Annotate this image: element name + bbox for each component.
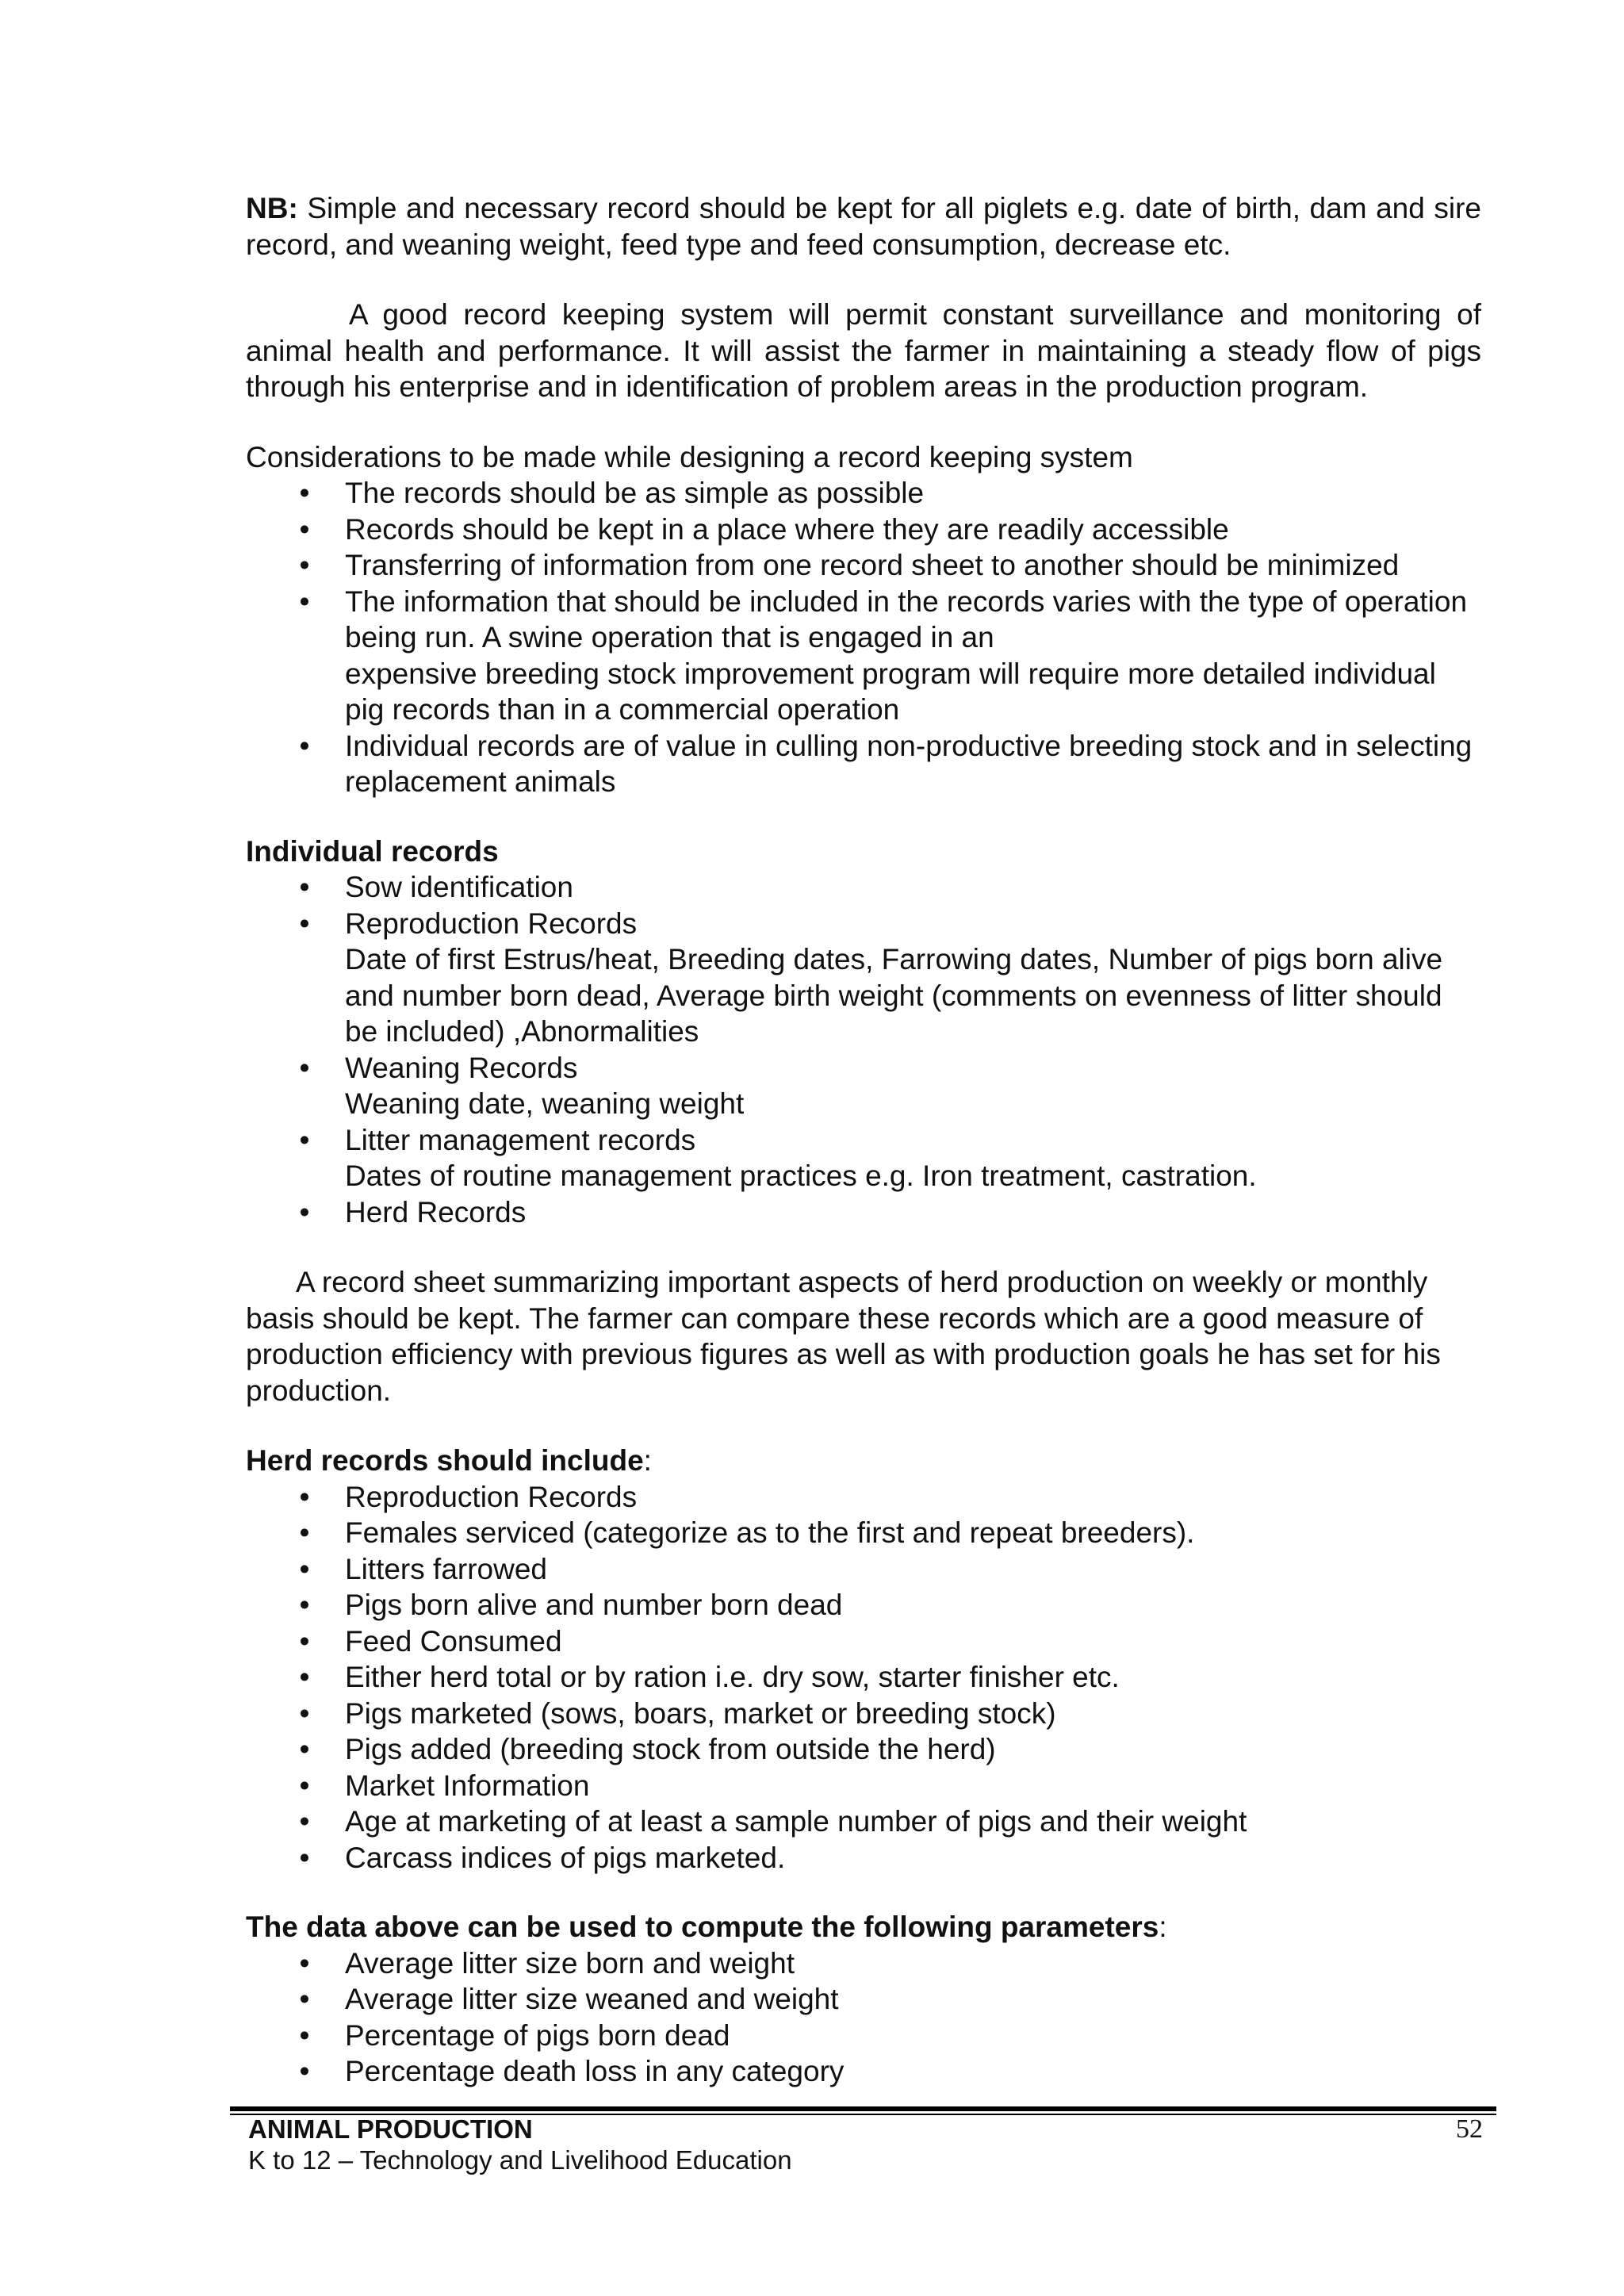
list-item: • Individual records are of value in culling non-productive breeding stock and in selecting replacement animals bbox=[246, 728, 1481, 800]
bullet-icon: • bbox=[299, 871, 310, 903]
considerations-list bbox=[246, 475, 1481, 800]
bullet-icon: • bbox=[299, 549, 310, 581]
nb-label: NB: bbox=[246, 192, 298, 224]
bullet-icon: • bbox=[299, 585, 310, 618]
bullet-icon: • bbox=[299, 1480, 310, 1513]
list-item: • Percentage death loss in any category bbox=[246, 2053, 1481, 2090]
considerations-heading: Considerations to be made while designing a record keeping system bbox=[246, 440, 1133, 473]
list-item: • Records should be kept in a place where they are readily accessible bbox=[246, 512, 1481, 548]
list-item-detail: expensive breeding stock improvement program will require more detailed individual pig records than in a commercial operation bbox=[345, 657, 1436, 726]
list-item-detail: Dates of routine management practices e.g. Iron treatment, castration. bbox=[345, 1159, 1257, 1192]
list-item: • Litters farrowed bbox=[246, 1551, 1481, 1588]
bullet-icon: • bbox=[299, 1516, 310, 1549]
bullet-icon: • bbox=[299, 2018, 310, 2052]
parameters-heading: The data above can be used to compute the following parameters bbox=[246, 1911, 1159, 1943]
list-item: • Transferring of information from one record sheet to another should be minimized bbox=[246, 547, 1481, 584]
list-item: • Pigs added (breeding stock from outside the herd) bbox=[246, 1731, 1481, 1768]
nb-paragraph bbox=[246, 190, 1481, 263]
list-item: • The information that should be included in the records varies with the type of operation being run. A swine operation that is engaged in an expensive breeding stock improvement program will require more detailed individual pig records than in a commercial operation bbox=[246, 584, 1481, 728]
bullet-icon: • bbox=[299, 1841, 310, 1874]
bullet-icon: • bbox=[299, 1589, 310, 1621]
nb-text: Simple and necessary record should be kept for all piglets e.g. date of birth, dam and sire record, and weaning weight, feed type and feed consumption, decrease etc. bbox=[246, 192, 1481, 261]
herd-records-list bbox=[246, 1479, 1481, 1876]
bullet-icon: • bbox=[299, 1696, 310, 1730]
page-content bbox=[246, 190, 1481, 2090]
list-item: • Litter management records Dates of routine management practices e.g. Iron treatment, castration. bbox=[246, 1122, 1481, 1194]
bullet-icon: • bbox=[299, 1946, 310, 1980]
bullet-icon: • bbox=[299, 1624, 310, 1658]
herd-records-heading: Herd records should include bbox=[246, 1444, 644, 1477]
bullet-icon: • bbox=[299, 1733, 310, 1765]
list-item: • Herd Records bbox=[246, 1194, 1481, 1231]
list-item: • Carcass indices of pigs marketed. bbox=[246, 1840, 1481, 1876]
summary-paragraph: A record sheet summarizing important aspects of herd production on weekly or monthly basis should be kept. The farmer can compare these records which are a good measure of production efficiency with previous figures as well as with production goals he has set for his production. bbox=[246, 1266, 1441, 1407]
bullet-icon: • bbox=[299, 1123, 310, 1156]
list-item: • Sow identification bbox=[246, 869, 1481, 906]
list-item: • Weaning Records Weaning date, weaning weight bbox=[246, 1050, 1481, 1122]
list-item: • Pigs born alive and number born dead bbox=[246, 1587, 1481, 1623]
bullet-icon: • bbox=[299, 1769, 310, 1802]
bullet-icon: • bbox=[299, 512, 310, 546]
bullet-icon: • bbox=[299, 477, 310, 509]
list-item: • Average litter size born and weight bbox=[246, 1945, 1481, 1982]
list-item: • Average litter size weaned and weight bbox=[246, 1981, 1481, 2018]
bullet-icon: • bbox=[299, 729, 310, 762]
list-item: • Percentage of pigs born dead bbox=[246, 2018, 1481, 2054]
bullet-icon: • bbox=[299, 1661, 310, 1693]
list-item: • Feed Consumed bbox=[246, 1623, 1481, 1660]
individual-records-heading: Individual records bbox=[246, 834, 499, 868]
page-number: 52 bbox=[1456, 2114, 1483, 2144]
herd-records-heading-line: Herd records should include: bbox=[246, 1444, 652, 1477]
list-item: • Pigs marketed (sows, boars, market or breeding stock) bbox=[246, 1696, 1481, 1732]
bullet-icon: • bbox=[299, 907, 310, 940]
footer-subtitle: K to 12 – Technology and Livelihood Education bbox=[248, 2145, 792, 2175]
bullet-icon: • bbox=[299, 1195, 310, 1228]
footer-title: ANIMAL PRODUCTION bbox=[248, 2114, 533, 2144]
list-item: • Females serviced (categorize as to the first and repeat breeders). bbox=[246, 1515, 1481, 1551]
list-item: • Reproduction Records Date of first Estrus/heat, Breeding dates, Farrowing dates, Number of pigs born alive and number born dead, Average birth weight (comments on evenness of litter should be included) ,Abnormalities bbox=[246, 906, 1481, 1050]
list-item: • The records should be as simple as possible bbox=[246, 475, 1481, 512]
list-item-detail: Date of first Estrus/heat, Breeding dates, Farrowing dates, Number of pigs born alive and number born dead, Average birth weight (comments on evenness of litter should be included) ,Abnormalities bbox=[345, 943, 1443, 1048]
parameters-list bbox=[246, 1945, 1481, 2090]
list-item: • Either herd total or by ration i.e. dry sow, starter finisher etc. bbox=[246, 1659, 1481, 1696]
intro-paragraph: A good record keeping system will permit constant surveillance and monitoring of animal health and performance. It will assist the farmer in maintaining a steady flow of pigs through his enterprise and in identification of problem areas in the production program. bbox=[246, 298, 1481, 403]
bullet-icon: • bbox=[299, 2055, 310, 2087]
bullet-icon: • bbox=[299, 1051, 310, 1084]
list-item-detail: Weaning date, weaning weight bbox=[345, 1087, 745, 1120]
bullet-icon: • bbox=[299, 1552, 310, 1585]
list-item: • Reproduction Records bbox=[246, 1479, 1481, 1516]
parameters-heading-line: The data above can be used to compute the following parameters: bbox=[246, 1911, 1167, 1943]
list-item: • Age at marketing of at least a sample number of pigs and their weight bbox=[246, 1803, 1481, 1840]
bullet-icon: • bbox=[299, 1983, 310, 2015]
bullet-icon: • bbox=[299, 1805, 310, 1838]
footer-rule bbox=[230, 2106, 1496, 2111]
individual-records-list bbox=[246, 869, 1481, 1230]
list-item: • Market Information bbox=[246, 1768, 1481, 1804]
